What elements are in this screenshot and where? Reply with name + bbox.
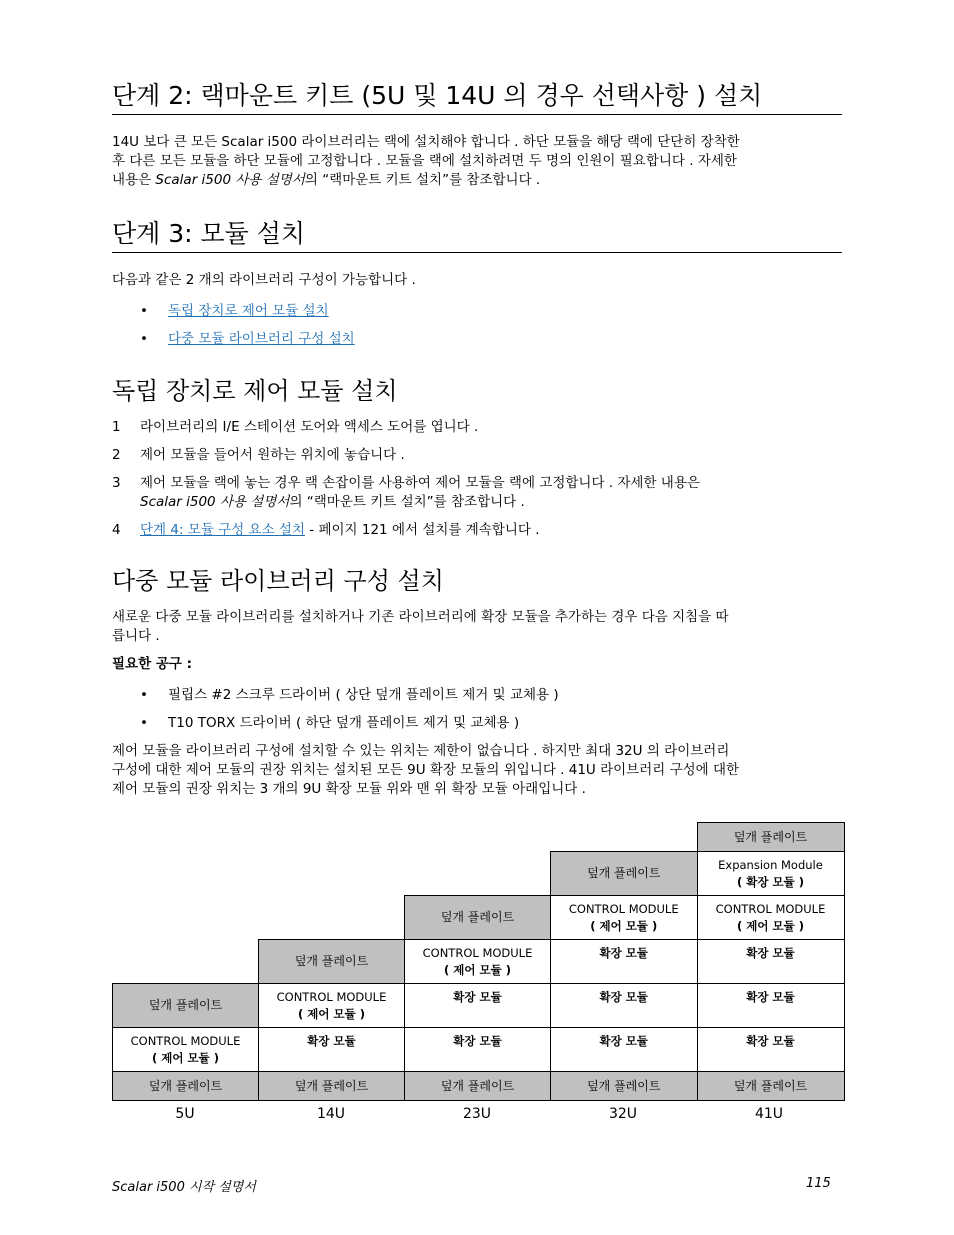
config-label-14u: 14U — [316, 1106, 346, 1122]
step-number: 2 — [112, 447, 121, 463]
tool-item: T10 TORX 드라이버 ( 하단 덮개 플레이트 제거 및 교체용 ) — [168, 715, 520, 731]
step3-line-1: 제어 모듈을 랙에 놓는 경우 랙 손잡이를 사용하여 제어 모듈을 랙에 고정합니다 . 자세한 내용은 — [140, 475, 700, 491]
empty-cell — [259, 823, 405, 852]
module-name-ko: ( 제어 모듈 ) — [444, 963, 511, 977]
bullet-dot: • — [140, 331, 148, 347]
page-number: 115 — [806, 1176, 831, 1191]
multimodule-heading: 다중 모듈 라이브러리 구성 설치 — [112, 567, 444, 595]
expansion-module: 확장 모듈 — [697, 984, 844, 1028]
control-module — [551, 896, 698, 940]
step-number: 1 — [112, 419, 121, 435]
module-name: CONTROL MODULE — [276, 990, 387, 1004]
step-number: 3 — [112, 475, 121, 491]
step2-manual-title: Scalar i500 사용 설명서 — [155, 172, 305, 188]
expansion-module: 확장 모듈 — [697, 940, 844, 984]
placement-line-1: 제어 모듈을 라이브러리 구성에 설치할 수 있는 위치는 제한이 없습니다 . 하지만 최대 32U 의 라이브러리 — [112, 743, 730, 759]
empty-cell — [551, 823, 698, 852]
step2-line-1: 14U 보다 큰 모든 Scalar i500 라이브러리는 랙에 설치해야 합니다 . 하단 모듈을 해당 랙에 단단히 장착한 — [112, 134, 740, 150]
step2-line3-post: 의 “랙마운트 키트 설치”를 참조합니다 . — [304, 172, 541, 188]
link-step4[interactable]: 단계 4: 모듈 구성 요소 설치 — [140, 522, 306, 538]
step3-heading: 단계 3: 모듈 설치 — [112, 218, 842, 253]
cover-plate: 덮개 플레이트 — [551, 852, 698, 896]
bullet-dot: • — [140, 687, 148, 703]
step-text — [140, 474, 840, 512]
expansion-module: 확장 모듈 — [551, 1028, 698, 1072]
multimodule-paragraph — [112, 608, 842, 646]
control-module — [113, 1028, 259, 1072]
module-name-ko: ( 제어 모듈 ) — [737, 919, 804, 933]
step4-post: - 페이지 121 에서 설치를 계속합니다 . — [305, 522, 540, 538]
cover-plate: 덮개 플레이트 — [113, 1072, 259, 1101]
step2-line3-pre: 내용은 — [112, 172, 156, 188]
expansion-module: 확장 모듈 — [551, 984, 698, 1028]
footer-title: Scalar i500 시작 설명서 — [112, 1180, 256, 1195]
expansion-module: 확장 모듈 — [697, 1028, 844, 1072]
cover-plate: 덮개 플레이트 — [259, 1072, 405, 1101]
cover-plate: 덮개 플레이트 — [405, 896, 551, 940]
tool-item: 필립스 #2 스크루 드라이버 ( 상단 덮개 플레이트 제거 및 교체용 ) — [168, 687, 559, 703]
empty-cell — [113, 823, 259, 852]
cover-plate: 덮개 플레이트 — [697, 1072, 844, 1101]
module-name: CONTROL MODULE — [130, 1034, 241, 1048]
module-name: Expansion Module — [718, 858, 823, 872]
step3-intro: 다음과 같은 2 개의 라이브러리 구성이 가능합니다 . — [112, 272, 416, 288]
link-multimodule-install[interactable]: 다중 모듈 라이브러리 구성 설치 — [168, 331, 355, 347]
cover-plate: 덮개 플레이트 — [697, 823, 844, 852]
multimodule-line-2: 릅니다 . — [112, 628, 160, 644]
cover-plate: 덮개 플레이트 — [259, 940, 405, 984]
expansion-module: 확장 모듈 — [405, 984, 551, 1028]
expansion-module-en — [697, 852, 844, 896]
standalone-heading: 독립 장치로 제어 모듈 설치 — [112, 377, 398, 405]
cover-plate: 덮개 플레이트 — [405, 1072, 551, 1101]
control-module — [405, 940, 551, 984]
module-name-ko: ( 제어 모듈 ) — [152, 1051, 219, 1065]
module-name: CONTROL MODULE — [715, 902, 826, 916]
placement-paragraph — [112, 742, 842, 799]
expansion-module: 확장 모듈 — [259, 1028, 405, 1072]
step2-heading: 단계 2: 랙마운트 키트 (5U 및 14U 의 경우 선택사항 ) 설치 — [112, 80, 842, 115]
placement-line-2: 구성에 대한 제어 모듈의 권장 위치는 설치된 모든 9U 확장 모듈의 위입니다 . 41U 라이브러리 구성에 대한 — [112, 762, 740, 778]
empty-cell — [259, 852, 405, 896]
multimodule-line-1: 새로운 다중 모듈 라이브러리를 설치하거나 기존 라이브러리에 확장 모듈을 추가하는 경우 다음 지침을 따 — [112, 609, 729, 625]
empty-cell — [113, 852, 259, 896]
module-name-ko: ( 확장 모듈 ) — [737, 875, 804, 889]
config-label-41u: 41U — [754, 1106, 784, 1122]
empty-cell — [113, 896, 259, 940]
cover-plate: 덮개 플레이트 — [113, 984, 259, 1028]
step2-line-2: 후 다른 모든 모듈을 하단 모듈에 고정합니다 . 모듈을 랙에 설치하려면 두 명의 인원이 필요합니다 . 자세한 — [112, 153, 737, 169]
placement-line-3: 제어 모듈의 권장 위치는 3 개의 9U 확장 모듈 위와 맨 위 확장 모듈 아래입니다 . — [112, 781, 586, 797]
step2-line-3 — [112, 171, 842, 190]
module-name-ko: ( 제어 모듈 ) — [590, 919, 658, 933]
module-name: CONTROL MODULE — [568, 902, 679, 916]
config-label-23u: 23U — [462, 1106, 492, 1122]
module-name-ko: ( 제어 모듈 ) — [298, 1007, 365, 1021]
step-number: 4 — [112, 522, 121, 538]
control-module — [697, 896, 844, 940]
expansion-module: 확장 모듈 — [405, 1028, 551, 1072]
cover-plate: 덮개 플레이트 — [551, 1072, 698, 1101]
step3-line2-post: 의 “랙마운트 키트 설치”를 참조합니다 . — [289, 494, 525, 510]
module-name: CONTROL MODULE — [422, 946, 533, 960]
step2-paragraph — [112, 133, 842, 190]
step3-line-2 — [140, 493, 840, 512]
step-text: 라이브러리의 I/E 스테이션 도어와 액세스 도어를 엽니다 . — [140, 419, 479, 435]
config-label-5u: 5U — [175, 1106, 195, 1122]
bullet-dot: • — [140, 303, 148, 319]
config-label-32u: 32U — [608, 1106, 638, 1122]
tools-label: 필요한 공구 : — [112, 656, 193, 672]
control-module — [259, 984, 405, 1028]
manual-title: Scalar i500 사용 설명서 — [140, 494, 290, 510]
empty-cell — [405, 823, 551, 852]
empty-cell — [113, 940, 259, 984]
step-text: 제어 모듈을 들어서 원하는 위치에 놓습니다 . — [140, 447, 405, 463]
library-config-diagram — [112, 822, 845, 1101]
step-text — [140, 521, 840, 540]
bullet-dot: • — [140, 715, 148, 731]
empty-cell — [259, 896, 405, 940]
expansion-module: 확장 모듈 — [551, 940, 698, 984]
empty-cell — [405, 852, 551, 896]
link-standalone-install[interactable]: 독립 장치로 제어 모듈 설치 — [168, 303, 329, 319]
